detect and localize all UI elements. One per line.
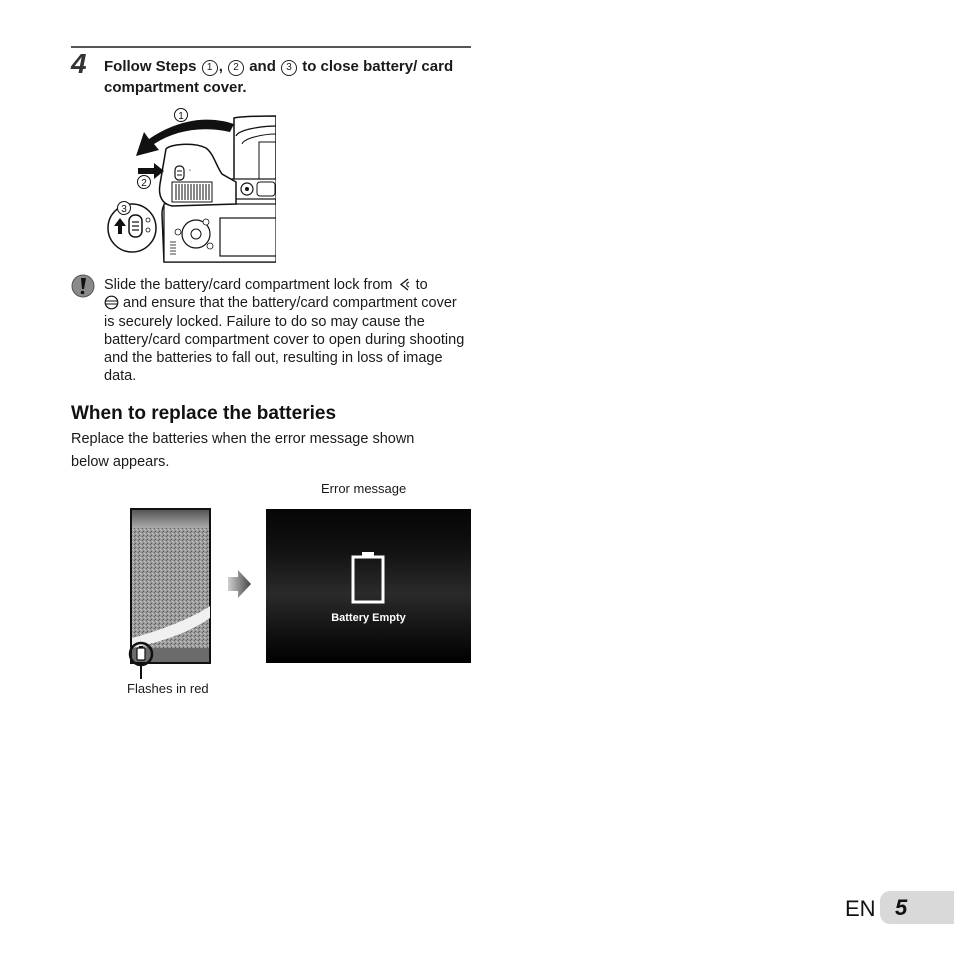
diagram-label-2: 2 (141, 178, 147, 189)
lock-symbol-icon (104, 295, 119, 310)
diagram-label-3: 3 (121, 204, 127, 215)
camera-illustration (104, 104, 276, 264)
step-number: 4 (71, 48, 87, 79)
step-separator: , (218, 58, 223, 75)
caution-note (104, 276, 469, 386)
step-marker-1: 1 (202, 60, 218, 76)
step-and-word: and (249, 58, 276, 75)
error-message-caption: Error message (321, 481, 407, 496)
transition-arrow-icon (226, 569, 252, 599)
low-battery-icon (137, 648, 145, 660)
monitor-photo-figure (122, 508, 214, 680)
unlock-symbol-icon (397, 277, 412, 292)
note-text-1: Slide the battery/card compartment lock from (104, 277, 393, 293)
step-text-suffix: to close battery/ card compartment cover. (104, 58, 454, 96)
page-number: 5 (895, 895, 908, 920)
battery-empty-message: Battery Empty (331, 612, 406, 624)
svg-text:◔: ◔ (188, 168, 192, 174)
note-text-2: to (415, 277, 428, 293)
error-screen (266, 509, 471, 663)
step-marker-3: 3 (281, 60, 297, 76)
flashes-caption: Flashes in red (127, 681, 209, 696)
step-marker-2: 2 (228, 60, 244, 76)
section-body: Replace the batteries when the error message shown below appears. (71, 431, 415, 470)
step-text-prefix: Follow Steps (104, 58, 197, 75)
caution-icon (71, 274, 95, 298)
note-text-3: and ensure that the battery/card compartment cover is securely locked. Failure to do so may cause the battery/card compartment cover to open during shooting and the batteries to fall out, resulting in loss of image data. (104, 295, 465, 385)
empty-battery-icon (351, 552, 385, 604)
diagram-label-1: 1 (178, 111, 184, 122)
step-instruction (104, 56, 474, 98)
language-label: EN (845, 896, 876, 921)
section-rule (71, 46, 471, 48)
section-heading: When to replace the batteries (71, 403, 337, 424)
page-number-tab (880, 891, 954, 924)
